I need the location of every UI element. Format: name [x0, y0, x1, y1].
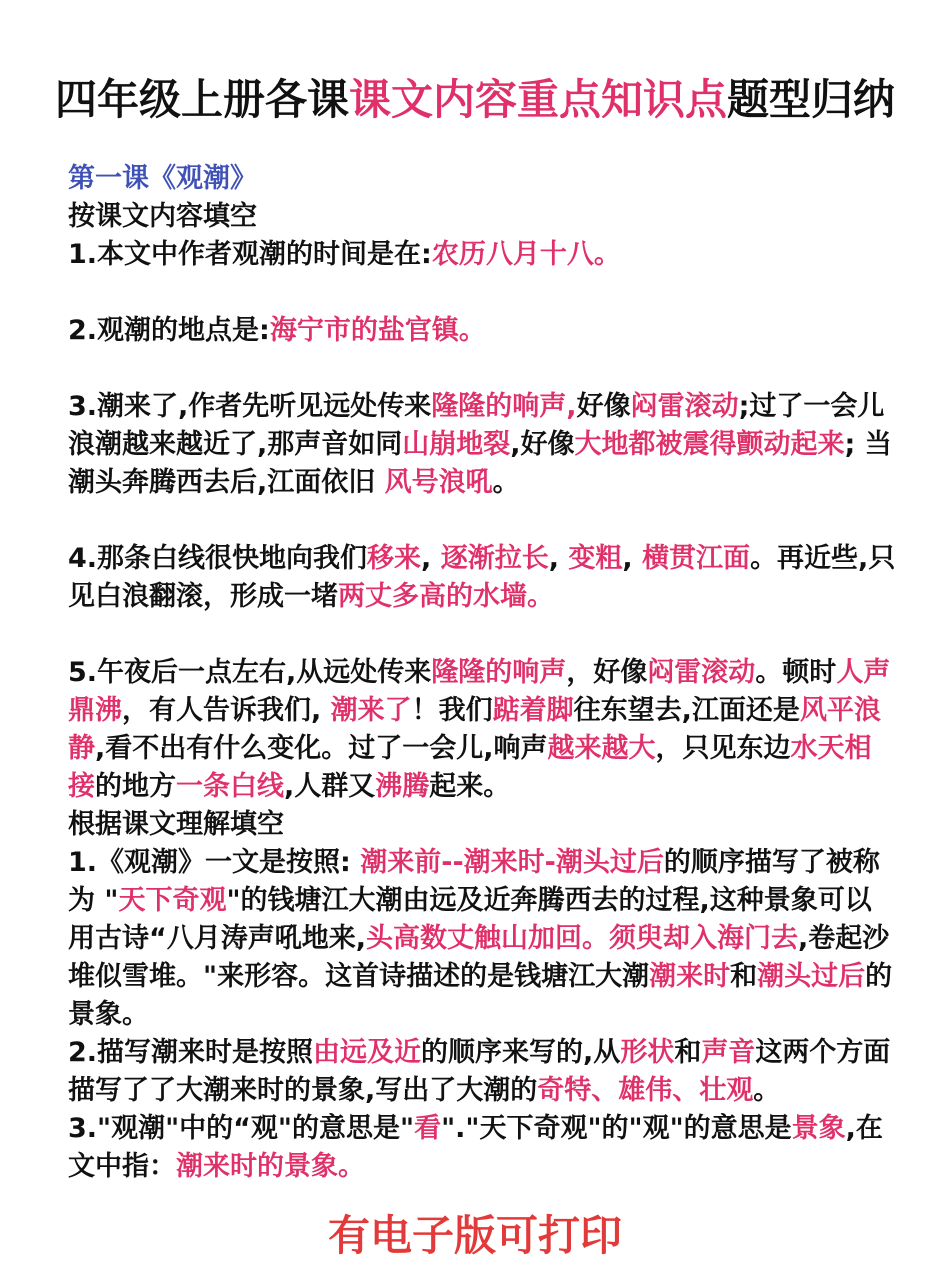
- question-text: 和: [674, 1037, 702, 1068]
- answer-highlight: 变粗: [568, 543, 623, 574]
- answer-highlight: 头高数丈触山加回。须臾却入海门去: [366, 923, 799, 954]
- question-text: ，只见东边: [655, 733, 791, 764]
- question-text: 。: [753, 1075, 781, 1106]
- answer-highlight: 隆隆的响声,: [431, 391, 577, 422]
- answer-highlight: 横贯江面: [642, 543, 751, 574]
- section2-item-1: [68, 844, 898, 1034]
- question-text: ！我们: [411, 695, 493, 726]
- answer-highlight: 大地都被震得颤动起来: [574, 429, 845, 460]
- section1-item-4: [68, 540, 898, 616]
- answer-highlight: 农历八月十八。: [431, 239, 621, 270]
- question-text: 这两个方面描写了了大潮来时的景象,写出了大潮的: [68, 1037, 891, 1106]
- question-text: 1.《观潮》一文是按照:: [68, 847, 361, 878]
- question-text: 。顿时: [755, 657, 837, 688]
- question-text: 3."观潮"中的“观"的意思是": [68, 1113, 415, 1144]
- question-text: 起来。: [429, 771, 511, 802]
- answer-highlight: 海宁市的盐官镇。: [269, 315, 486, 346]
- question-text: 的地方: [95, 771, 176, 802]
- question-text: ; 当潮头奔腾西去后,江面依旧: [68, 429, 892, 498]
- answer-highlight: 形状: [620, 1037, 675, 1068]
- spacer: [68, 274, 898, 312]
- answer-highlight: 闷雷滚动: [630, 391, 739, 422]
- content-body: [68, 160, 898, 1186]
- question-text: 的顺序来写的,从: [421, 1037, 621, 1068]
- question-text: ,好像: [510, 429, 575, 460]
- question-text: ,: [548, 543, 569, 574]
- section2-item-3: [68, 1110, 898, 1186]
- question-text: ,在文中指：: [68, 1113, 883, 1182]
- section1-item-1: [68, 236, 898, 274]
- answer-highlight: 越来越大: [547, 733, 656, 764]
- page-title: [0, 72, 950, 128]
- answer-highlight: 景象: [791, 1113, 846, 1144]
- question-text: 2.描写潮来时是按照: [68, 1037, 314, 1068]
- question-text: ，有人告诉我们,: [122, 695, 331, 726]
- answer-highlight: 踮着脚: [492, 695, 574, 726]
- question-text: ,: [622, 543, 643, 574]
- question-text: "."天下奇观"的"观"的意思是: [441, 1113, 792, 1144]
- question-text: 2.观潮的地点是:: [68, 315, 270, 346]
- question-text: ,卷起沙堆似雪堆。"来形容。这首诗描述的是钱塘江大潮: [68, 923, 890, 992]
- answer-highlight: 潮来前--潮来时-潮头过后: [360, 847, 664, 878]
- section2-heading: 根据课文理解填空: [68, 809, 284, 840]
- question-text: ，好像: [566, 657, 648, 688]
- answer-highlight: 看: [414, 1113, 442, 1144]
- question-text: ,看不出有什么变化。过了一会儿,响声: [95, 733, 548, 764]
- answer-highlight: 隆隆的响声: [431, 657, 567, 688]
- question-text: 1.本文中作者观潮的时间是在:: [68, 239, 432, 270]
- answer-highlight: 沸腾: [375, 771, 430, 802]
- answer-highlight: 逐渐拉长: [440, 543, 549, 574]
- question-text: ,: [421, 543, 441, 574]
- question-text: "的钱塘江大潮由远及近奔腾西去的过程,这种景象可以用古诗“八月涛声吼地来,: [68, 885, 872, 954]
- spacer: [68, 350, 898, 388]
- question-text: 的顺序描写了被称为 ": [68, 847, 880, 916]
- question-text: ;过了一会儿浪潮越来越近了,那声音如同: [68, 391, 885, 460]
- title-highlight: 课文内容重点知识点: [348, 75, 727, 124]
- section2-item-2: [68, 1034, 898, 1110]
- question-text: 。再近些,只见白浪翻滚，形成一堵: [68, 543, 896, 612]
- question-text: 。: [492, 467, 520, 498]
- question-text: 的景象。: [68, 961, 893, 1030]
- answer-highlight: 潮来时: [649, 961, 731, 992]
- answer-highlight: 风号浪吼: [384, 467, 493, 498]
- answer-highlight: 移来: [367, 543, 422, 574]
- section1-item-3: [68, 388, 898, 502]
- answer-highlight: 由远及近: [313, 1037, 422, 1068]
- question-text: ,人群又: [284, 771, 376, 802]
- answer-highlight: 天下奇观: [118, 885, 227, 916]
- answer-highlight: 人声鼎沸: [68, 657, 891, 726]
- spacer: [68, 502, 898, 540]
- answer-highlight: 声音: [701, 1037, 756, 1068]
- question-text: 好像: [576, 391, 631, 422]
- answer-highlight: 潮来了: [330, 695, 412, 726]
- answer-highlight: 水天相接: [68, 733, 872, 802]
- answer-highlight: 一条白线: [176, 771, 284, 802]
- title-part-1: 四年级上册各课: [54, 75, 349, 124]
- footer-note: 有电子版可打印: [327, 1211, 622, 1260]
- section1-heading: 按课文内容填空: [68, 201, 257, 232]
- spacer: [68, 616, 898, 654]
- answer-highlight: 奇特、雄伟、壮观: [537, 1075, 754, 1106]
- question-text: 往东望去,江面还是: [573, 695, 800, 726]
- answer-highlight: 潮来时的景象。: [176, 1151, 365, 1182]
- answer-highlight: 两丈多高的水墙。: [338, 581, 554, 612]
- answer-highlight: 山崩地裂: [402, 429, 511, 460]
- section1-item-2: [68, 312, 898, 350]
- section1-item-5: [68, 654, 898, 806]
- question-text: 3.潮来了,作者先听见远处传来: [68, 391, 432, 422]
- question-text: 和: [730, 961, 758, 992]
- answer-highlight: 潮头过后: [757, 961, 866, 992]
- question-text: 5.午夜后一点左右,从远处传来: [68, 657, 432, 688]
- title-part-2: 题型归纳: [727, 75, 896, 124]
- lesson-heading: 第一课《观潮》: [68, 163, 257, 194]
- answer-highlight: 闷雷滚动: [647, 657, 756, 688]
- question-text: 4.那条白线很快地向我们: [68, 543, 368, 574]
- answer-highlight: 风平浪静: [68, 695, 881, 764]
